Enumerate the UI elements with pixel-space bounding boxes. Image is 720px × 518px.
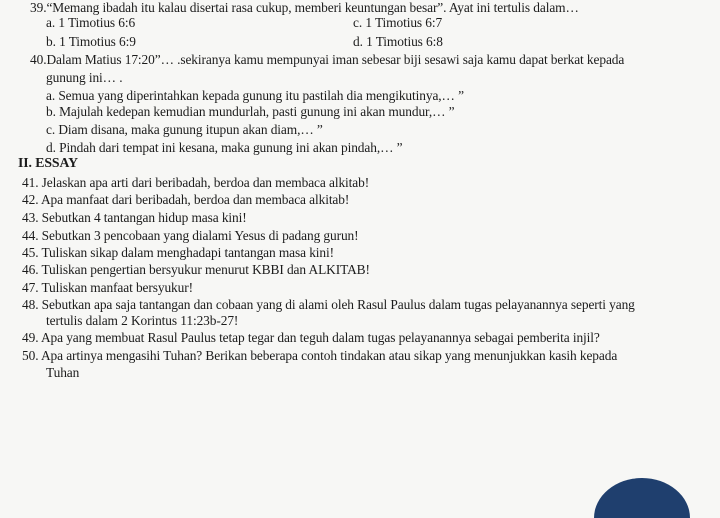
option-39d: d. 1 Timotius 6:8 xyxy=(353,34,443,49)
option-40d: d. Pindah dari tempat ini kesana, maka gunung ini akan pindah,… ” xyxy=(46,140,403,155)
essay-item-45: 45. Tuliskan sikap dalam menghadapi tantangan masa kini! xyxy=(22,245,335,260)
essay-item-48-continuation: tertulis dalam 2 Korintus 11:23b-27! xyxy=(46,313,239,328)
option-39c: c. 1 Timotius 6:7 xyxy=(353,15,443,30)
option-40c: c. Diam disana, maka gunung itupun akan diam,… ” xyxy=(46,122,323,137)
essay-item-47: 47. Tuliskan manfaat bersyukur! xyxy=(22,280,193,295)
question-40-line-1: 40.Dalam Matius 17:20”… .sekiranya kamu mempunyai iman sebesar biji sesawi saja kamu dapat berkat kepada xyxy=(30,52,625,67)
option-39a: a. 1 Timotius 6:6 xyxy=(46,15,136,30)
essay-item-46: 46. Tuliskan pengertian bersyukur menurut KBBI dan ALKITAB! xyxy=(22,262,370,277)
question-39: 39.“Memang ibadah itu kalau disertai rasa cukup, memberi keuntungan besar”. Ayat ini tertulis dalam… xyxy=(30,0,579,15)
question-40-line-2: gunung ini… . xyxy=(46,70,123,85)
essay-item-43: 43. Sebutkan 4 tantangan hidup masa kini! xyxy=(22,210,247,225)
option-39b: b. 1 Timotius 6:9 xyxy=(46,34,136,49)
floating-overlay-shape xyxy=(594,478,690,518)
essay-item-44: 44. Sebutkan 3 pencobaan yang dialami Yesus di padang gurun! xyxy=(22,228,359,243)
option-40b: b. Majulah kedepan kemudian mundurlah, pasti gunung ini akan mundur,… ” xyxy=(46,104,455,119)
essay-item-50: 50. Apa artinya mengasihi Tuhan? Berikan beberapa contoh tindakan atau sikap yang menunjukkan kasih kepada xyxy=(22,348,618,363)
essay-heading: II. ESSAY xyxy=(18,155,78,170)
essay-item-48: 48. Sebutkan apa saja tantangan dan cobaan yang di alami oleh Rasul Paulus dalam tugas pelayanannya seperti yang xyxy=(22,297,635,312)
option-40a: a. Semua yang diperintahkan kepada gunung itu pastilah dia mengikutinya,… ” xyxy=(46,88,464,103)
essay-item-49: 49. Apa yang membuat Rasul Paulus tetap tegar dan teguh dalam tugas pelayanannya sebagai pemberita injil? xyxy=(22,330,600,345)
essay-item-50-continuation: Tuhan xyxy=(46,365,80,380)
essay-item-42: 42. Apa manfaat dari beribadah, berdoa dan membaca alkitab! xyxy=(22,192,350,207)
essay-item-41: 41. Jelaskan apa arti dari beribadah, berdoa dan membaca alkitab! xyxy=(22,175,370,190)
